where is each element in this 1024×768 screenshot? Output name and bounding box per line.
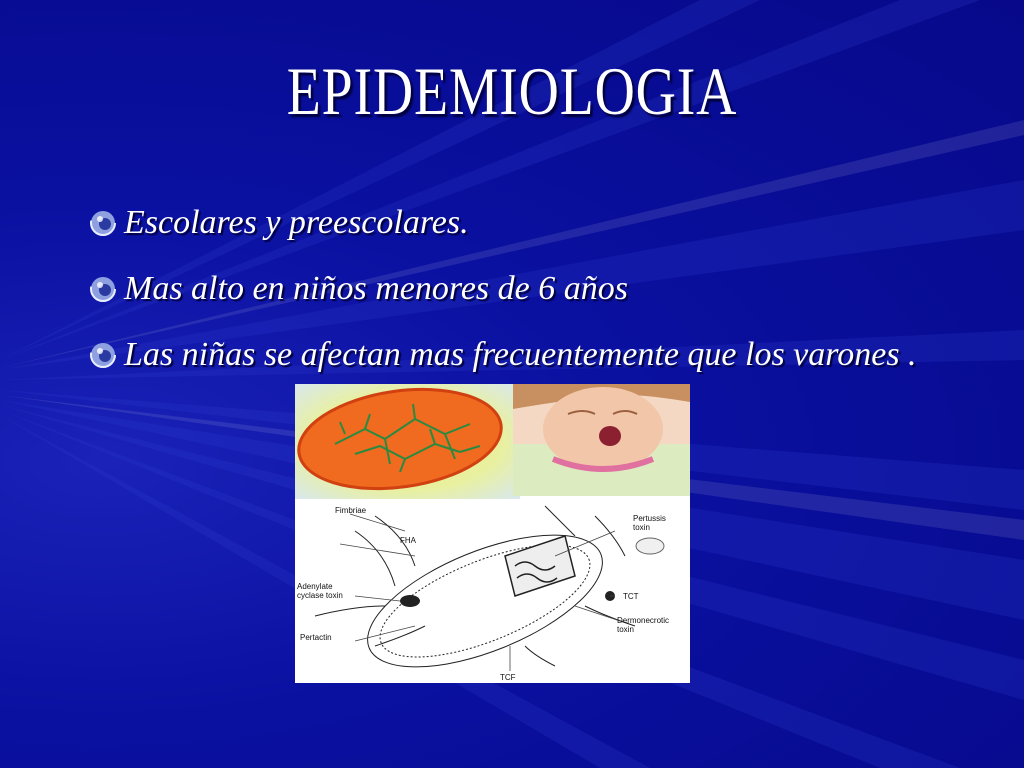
- bullet-text: Mas alto en niños menores de 6 años: [124, 270, 628, 307]
- slide-title: EPIDEMIOLOGIA: [286, 53, 738, 129]
- label-pertussis-toxin: Pertussis toxin: [633, 514, 666, 532]
- label-dermonecrotic-toxin: Dermonecrotic toxin: [617, 616, 670, 634]
- bullet-item: [88, 190, 988, 256]
- bullet-text: Las niñas se afectan mas frecuentemente que los varones .: [124, 336, 917, 373]
- label-tcf: TCF: [500, 673, 516, 682]
- bullet-list: [88, 190, 988, 388]
- label-pertactin: Pertactin: [300, 633, 332, 642]
- bullet-item: [88, 322, 988, 388]
- swirl-bullet-icon: [88, 340, 118, 370]
- bacterium-diagram: [295, 496, 690, 683]
- label-adenylate-cyclase-toxin: Adenylate cyclase toxin: [297, 582, 343, 600]
- pertussis-image-collage: [295, 384, 690, 683]
- swirl-bullet-icon: [88, 208, 118, 238]
- coughing-child-photo: [513, 384, 690, 496]
- label-tct: TCT: [623, 592, 639, 601]
- bacterium-micrograph: [295, 384, 520, 499]
- bullet-item: [88, 256, 988, 322]
- bullet-text: Escolares y preescolares.: [124, 204, 469, 241]
- swirl-bullet-icon: [88, 274, 118, 304]
- label-fha: FHA: [400, 536, 416, 545]
- label-fimbriae: Fimbriae: [335, 506, 367, 515]
